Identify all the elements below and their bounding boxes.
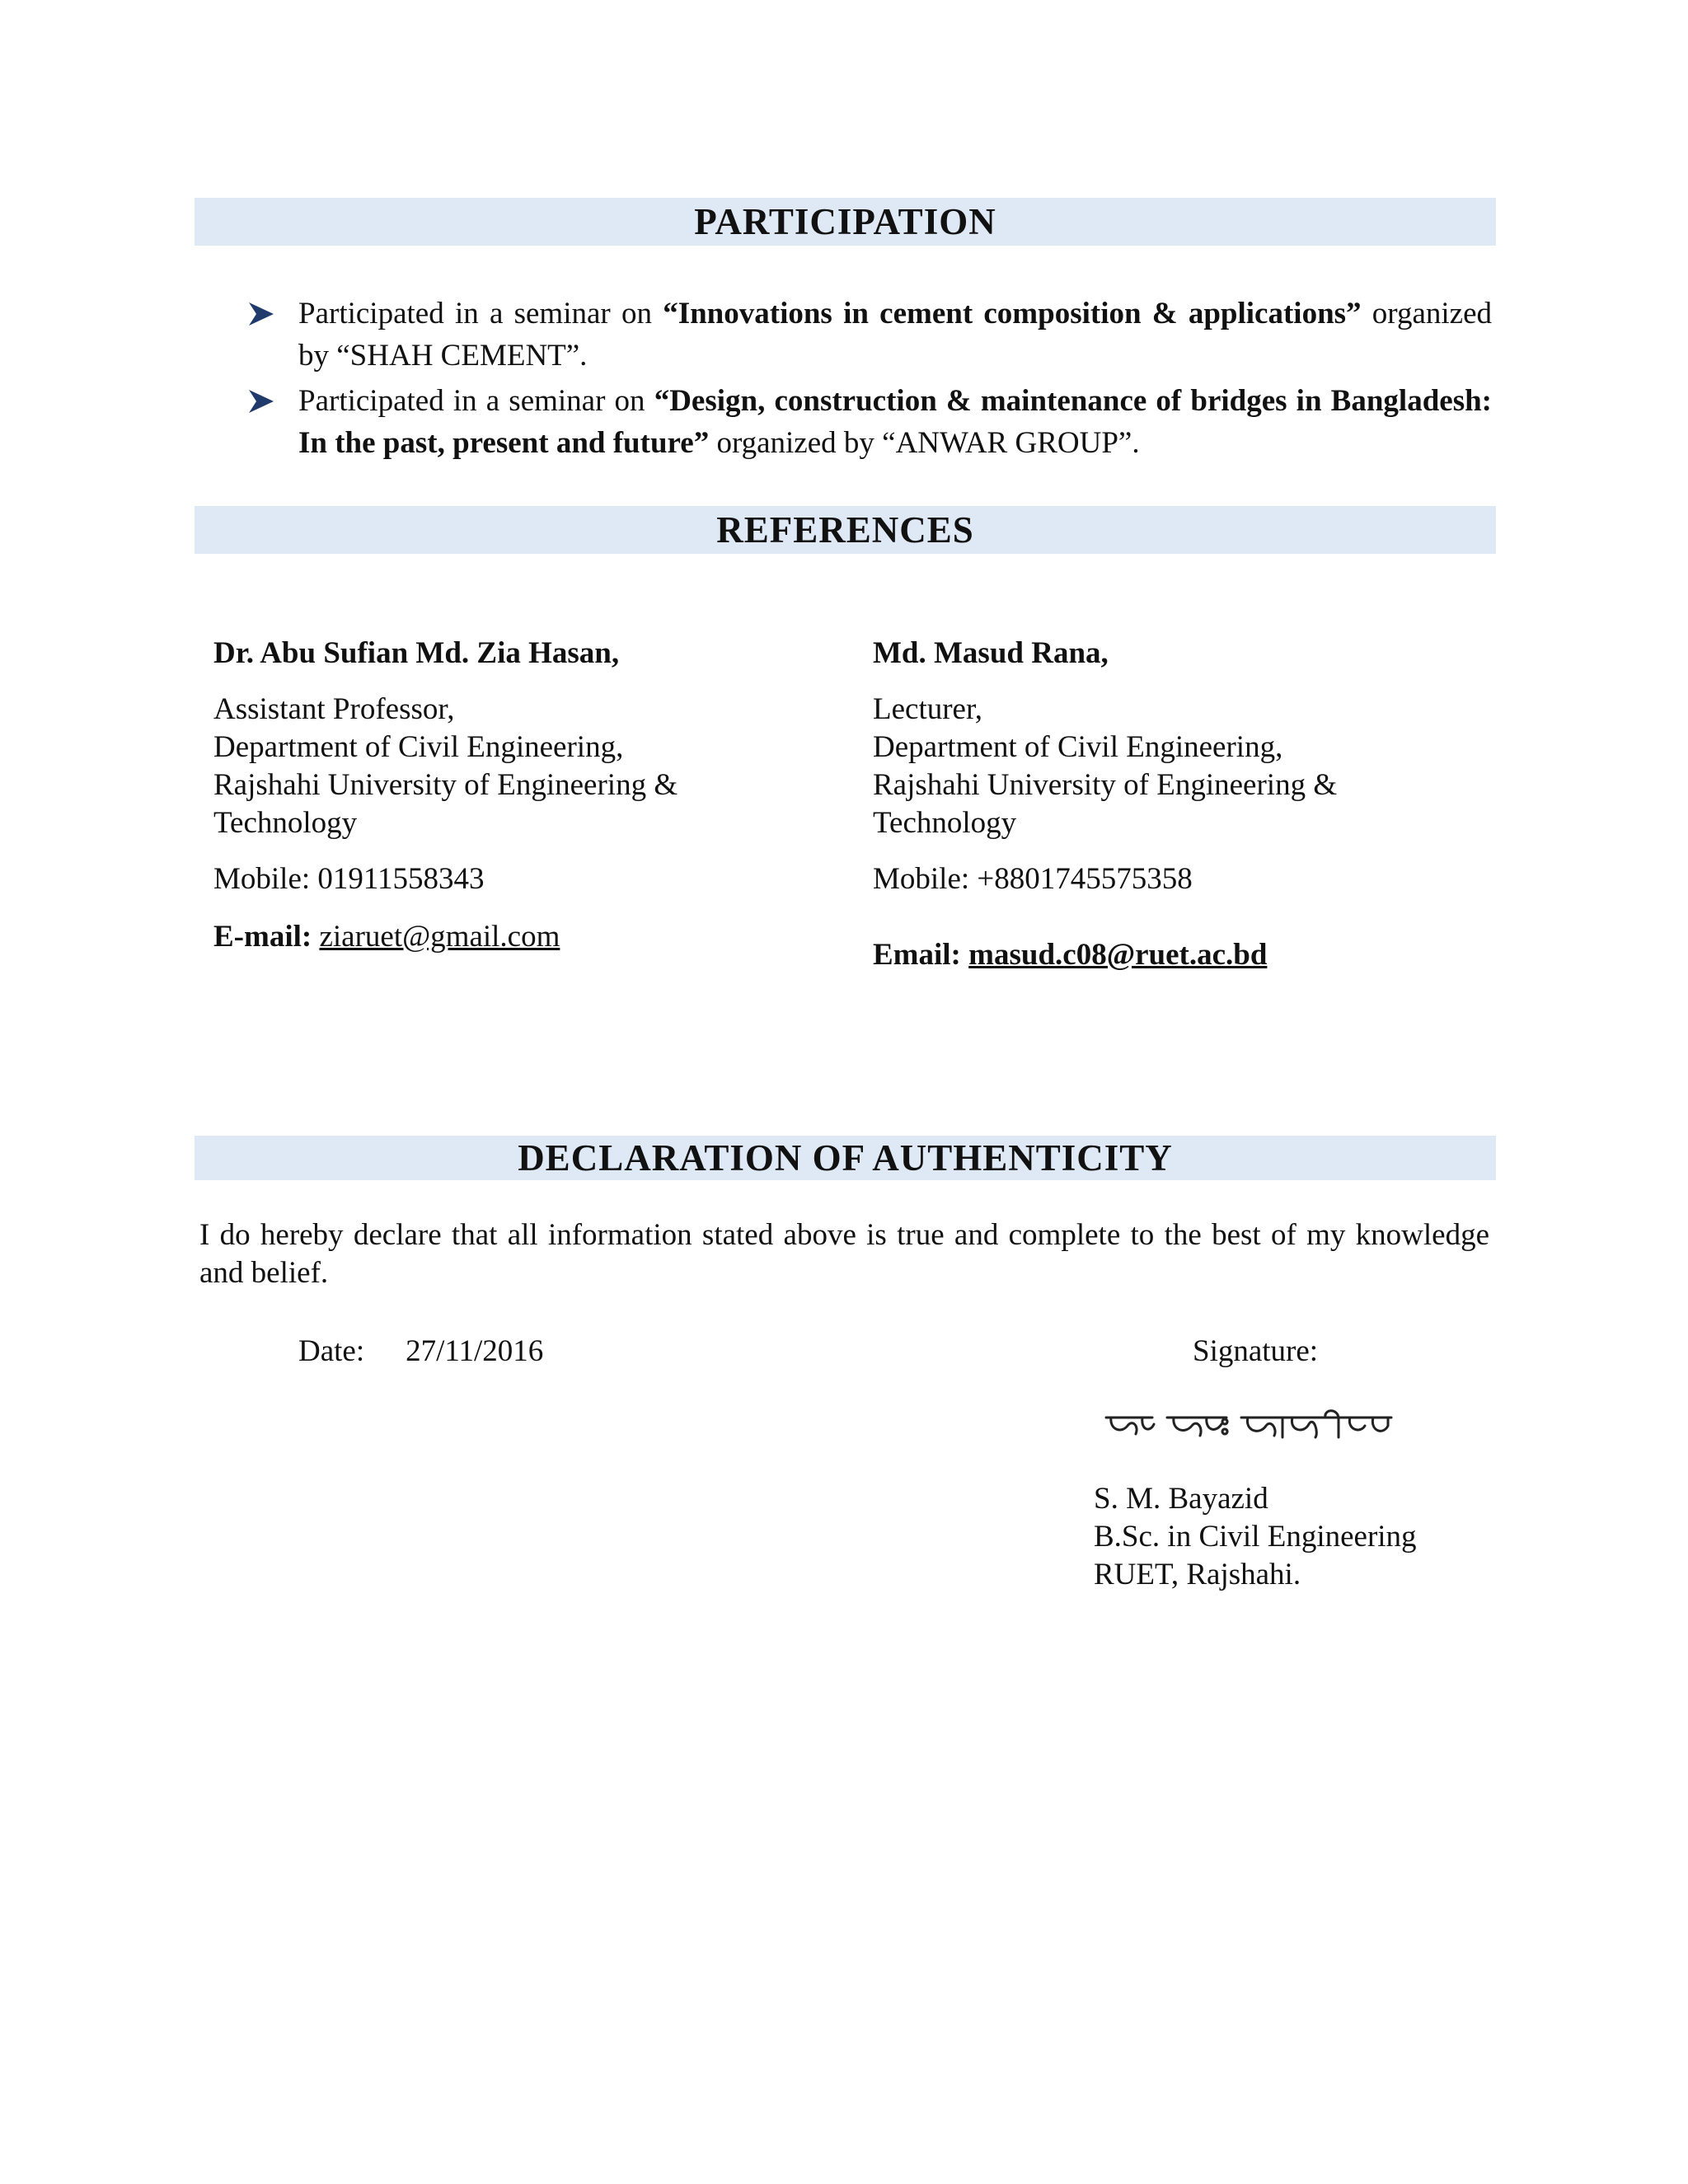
references-heading: REFERENCES — [195, 506, 1496, 554]
seminar-title: “Design, construction & maintenance of bridges in Bangladesh: In the past, present and future” — [298, 384, 1492, 460]
reference-card — [213, 635, 749, 956]
reference-position: Assistant Professor, — [213, 692, 455, 726]
seminar-organizer: organized by “ANWAR GROUP”. — [709, 426, 1140, 460]
signer-institution: RUET, Rajshahi. — [1094, 1558, 1301, 1591]
seminar-prefix: Participated in a seminar on — [298, 297, 663, 330]
date-row — [298, 1333, 543, 1369]
signer-name: S. M. Bayazid — [1094, 1482, 1268, 1516]
reference-name: Dr. Abu Sufian Md. Zia Hasan, — [213, 636, 620, 670]
date-label: Date: — [298, 1334, 365, 1368]
participation-heading: PARTICIPATION — [195, 198, 1496, 246]
email-label: Email: — [873, 938, 961, 972]
list-item — [247, 380, 1492, 464]
reference-position: Lecturer, — [873, 692, 983, 726]
reference-name: Md. Masud Rana, — [873, 636, 1109, 670]
reference-email-row — [213, 918, 749, 956]
reference-mobile: Mobile: +8801745575358 — [873, 862, 1193, 896]
reference-department: Department of Civil Engineering, — [873, 730, 1283, 764]
reference-card — [873, 635, 1409, 974]
email-label: E-mail: — [213, 920, 312, 954]
date-value: 27/11/2016 — [406, 1334, 544, 1368]
signer-block — [1094, 1480, 1417, 1594]
seminar-organizer: organized by “SHAH CEMENT”. — [298, 297, 1492, 373]
reference-department: Department of Civil Engineering, — [213, 730, 624, 764]
list-item — [247, 293, 1492, 377]
reference-email-row — [873, 936, 1409, 974]
signature-label: Signature: — [1193, 1334, 1319, 1368]
participation-list — [247, 293, 1492, 467]
seminar-title: “Innovations in cement composition & applications” — [663, 297, 1362, 330]
reference-mobile: Mobile: 01911558343 — [213, 862, 485, 896]
signature-image — [1103, 1401, 1400, 1447]
declaration-heading: DECLARATION OF AUTHENTICITY — [195, 1136, 1496, 1180]
arrow-bullet-icon — [249, 302, 274, 326]
declaration-text: I do hereby declare that all information stated above is true and complete to the best of my knowledge and belief. — [199, 1218, 1489, 1290]
email-link[interactable]: masud.c08@ruet.ac.bd — [968, 938, 1268, 972]
arrow-bullet-icon — [249, 390, 274, 413]
seminar-prefix: Participated in a seminar on — [298, 384, 654, 418]
signer-degree: B.Sc. in Civil Engineering — [1094, 1520, 1417, 1554]
email-link[interactable]: ziaruet@gmail.com — [319, 920, 560, 954]
reference-university: Rajshahi University of Engineering & Technology — [873, 768, 1338, 840]
reference-university: Rajshahi University of Engineering & Technology — [213, 768, 678, 840]
